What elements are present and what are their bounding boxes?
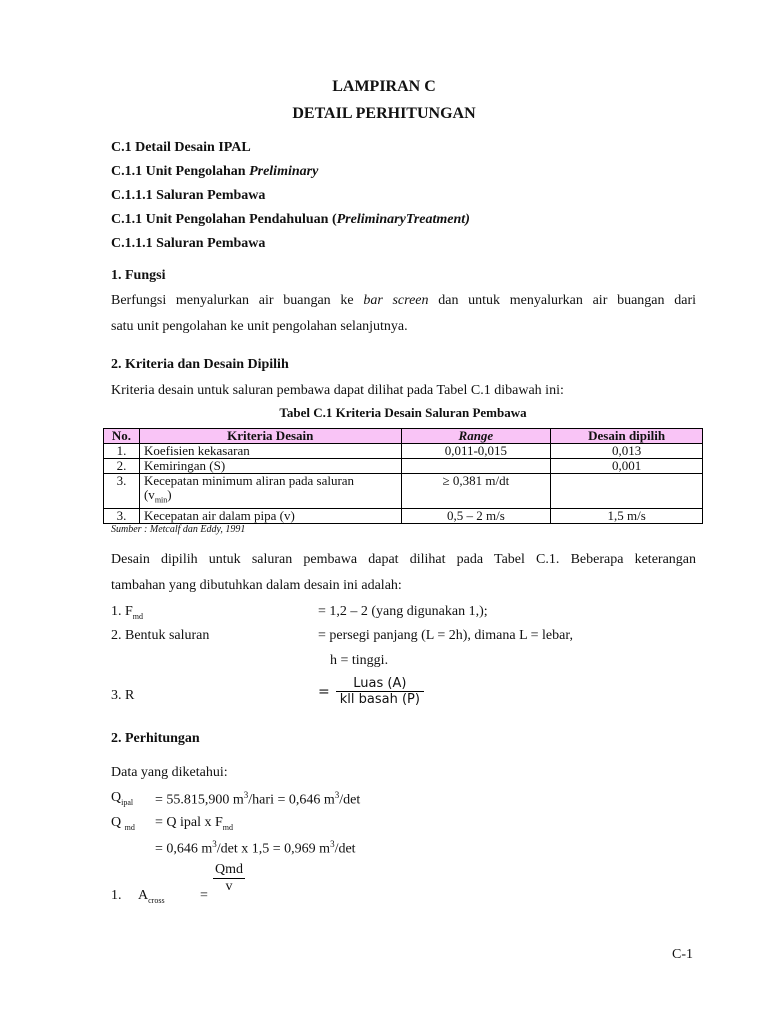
section-fungsi-heading: 1. Fungsi <box>111 268 166 283</box>
cell-desain <box>551 474 703 509</box>
cell-desain: 0,013 <box>551 444 703 459</box>
header-range: Range <box>401 429 551 444</box>
cell-no: 1. <box>104 444 140 459</box>
heading-c11-pendahuluan: C.1.1 Unit Pengolahan Pendahuluan (PreliminaryTreatment) <box>111 212 470 227</box>
table-source: Sumber : Metcalf dan Eddy, 1991 <box>111 524 246 535</box>
kriteria-intro: Kriteria desain untuk saluran pembawa dapat dilihat pada Tabel C.1 dibawah ini: <box>111 383 564 398</box>
a-cross-label: $A_{cross}$ <box>138 888 165 905</box>
cell-range <box>401 459 551 474</box>
heading-c11: C.1.1 Unit Pengolahan Preliminary <box>111 164 319 179</box>
heading-c111: C.1.1.1 Saluran Pembawa <box>111 188 266 203</box>
q-ipal-label: $Q_{ipal}$ <box>111 790 134 807</box>
fungsi-paragraph-line1: Berfungsi menyalurkan air buangan ke bar screen dan untuk menyalurkan air buangan dari <box>111 293 696 308</box>
cell-range: 0,5 – 2 m/s <box>401 508 551 523</box>
cell-kriteria: Koefisien kekasaran <box>139 444 401 459</box>
header-desain: Desain dipilih <box>551 429 703 444</box>
cell-kriteria: Kemiringan (S) <box>139 459 401 474</box>
fraction-numerator: Qmd <box>215 862 243 877</box>
q-md-label: Q $_{md}$ <box>111 815 135 832</box>
document-title: DETAIL PERHITUNGAN <box>292 105 476 122</box>
appendix-title: LAMPIRAN C <box>332 78 436 95</box>
cell-no: 2. <box>104 459 140 474</box>
desain-paragraph-line2: tambahan yang dibutuhkan dalam desain ini adalah: <box>111 578 402 593</box>
fungsi-paragraph-line2: satu unit pengolahan ke unit pengolahan selanjutnya. <box>111 319 408 334</box>
table-title: Tabel C.1 Kriteria Desain Saluran Pembawa <box>279 405 527 420</box>
table-row <box>104 508 703 523</box>
cell-kriteria: Kecepatan air dalam pipa (v) <box>139 508 401 523</box>
data-label: Data yang diketahui: <box>111 765 228 780</box>
desain-paragraph-line1: Desain dipilih untuk saluran pembawa dapat dilihat pada Tabel C.1. Beberapa keterangan <box>111 552 696 567</box>
item-fmd-value: = 1,2 – 2 (yang digunakan 1,); <box>318 604 488 619</box>
item-bentuk-label: 2. Bentuk saluran <box>111 628 210 643</box>
heading-c1: C.1 Detail Desain IPAL <box>111 140 251 155</box>
cell-no: 3. <box>104 474 140 509</box>
item-r-formula: = $\frac{\text{Luas (A)}}{\text{kll basah (P)}}$ <box>318 676 424 707</box>
cell-kriteria: Kecepatan minimum aliran pada saluran $(v_{min})$ <box>139 474 401 509</box>
cell-no: 3. <box>104 508 140 523</box>
fraction-denominator: v <box>225 879 233 894</box>
a-cross-equals: = <box>200 888 208 903</box>
cell-desain: 1,5 m/s <box>551 508 703 523</box>
item-r-label: 3. R <box>111 688 135 703</box>
q-md-result: = 0,646 $m^3/\det$ x 1,5 = 0,969 $m^3/\det$ <box>155 839 356 857</box>
q-md-formula: = Q ipal x $F_{md}$ <box>155 815 234 832</box>
table-header-row <box>104 429 703 444</box>
kriteria-table <box>103 428 703 524</box>
header-no: No. <box>104 429 140 444</box>
item-bentuk-continuation: h = tinggi. <box>330 653 389 668</box>
table-row <box>104 444 703 459</box>
cell-range: 0,011-0,015 <box>401 444 551 459</box>
table-row <box>104 459 703 474</box>
heading-c111-saluran: C.1.1.1 Saluran Pembawa <box>111 236 266 251</box>
a-cross-number: 1. <box>111 888 122 903</box>
section-perhitungan-heading: 2. Perhitungan <box>111 731 200 746</box>
header-kriteria: Kriteria Desain <box>139 429 401 444</box>
a-cross-fraction <box>213 862 245 895</box>
table-row <box>104 474 703 509</box>
item-fmd-label: 1. $F_{md}$ <box>111 604 144 621</box>
item-bentuk-value: = persegi panjang (L = 2h), dimana L = lebar, <box>318 628 573 643</box>
cell-desain: 0,001 <box>551 459 703 474</box>
q-ipal-value: = 55.815,900 $m^3$/hari = 0,646 $m^3/\det$ <box>155 790 361 808</box>
cell-range: ≥ 0,381 m/dt <box>401 474 551 509</box>
section-kriteria-heading: 2. Kriteria dan Desain Dipilih <box>111 357 289 372</box>
page-number: C-1 <box>672 947 693 962</box>
